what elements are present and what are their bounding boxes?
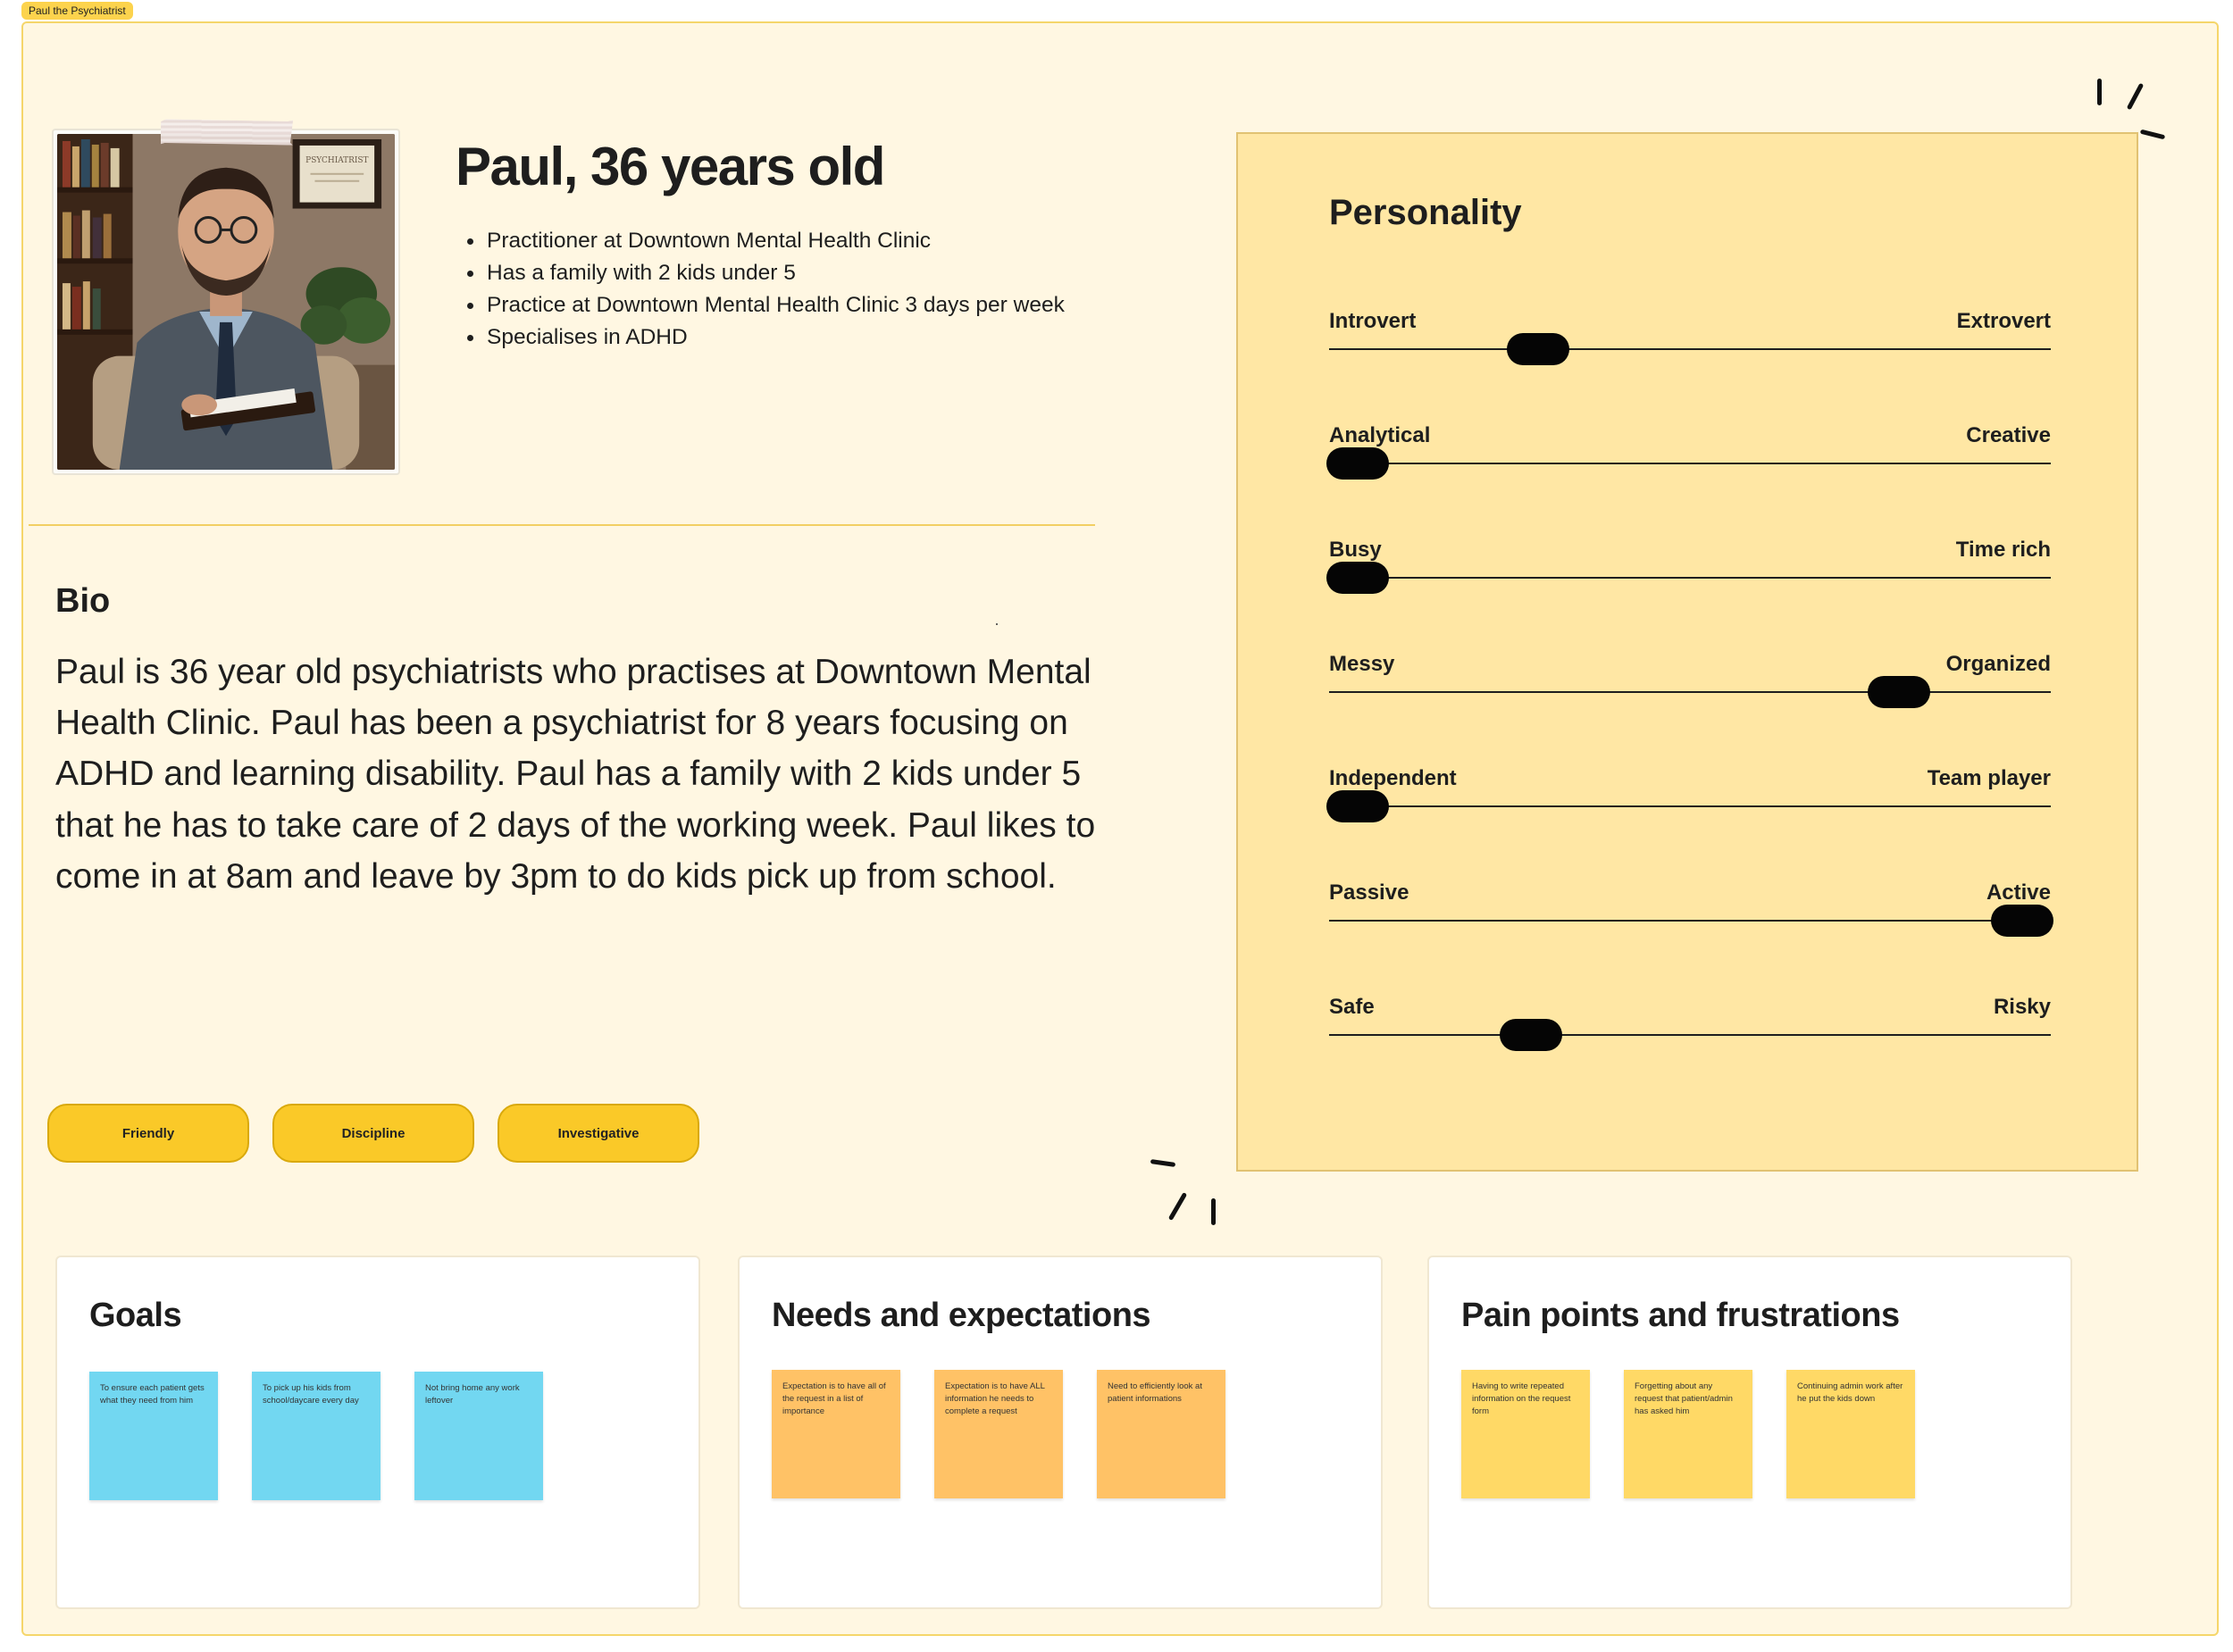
personality-title: Personality	[1329, 193, 1522, 232]
profile-photo-card	[52, 129, 400, 475]
slider-knob[interactable]	[1507, 333, 1569, 365]
bio-heading: Bio	[55, 582, 111, 620]
goal-sticky-note[interactable]: To pick up his kids from school/daycare every day	[252, 1372, 381, 1500]
slider-left-label: Passive	[1329, 880, 1409, 905]
slider-right-label: Time rich	[1955, 538, 2051, 562]
svg-text:PSYCHIATRIST: PSYCHIATRIST	[305, 155, 369, 165]
fact-item: Has a family with 2 kids under 5	[487, 257, 1065, 289]
slider-knob[interactable]	[1326, 447, 1389, 480]
slider-right-label: Risky	[1993, 995, 2051, 1019]
personality-card[interactable]	[1236, 132, 2138, 1172]
slider-track[interactable]	[1329, 463, 2051, 464]
slider-left-label: Busy	[1329, 538, 1382, 562]
slider-left-label: Messy	[1329, 652, 1395, 676]
pain-sticky-note[interactable]: Continuing admin work after he put the kids down	[1786, 1370, 1915, 1498]
slider-right-label: Creative	[1966, 423, 2051, 447]
slider-left-label: Independent	[1329, 766, 1457, 790]
slider-left-label: Introvert	[1329, 309, 1417, 333]
goal-sticky-note[interactable]: To ensure each patient gets what they need from him	[89, 1372, 218, 1500]
fact-item: Practitioner at Downtown Mental Health Clinic	[487, 225, 1065, 257]
slider-right-label: Team player	[1927, 766, 2051, 790]
washi-tape-icon	[161, 119, 293, 145]
need-sticky-note[interactable]: Need to efficiently look at patient informations	[1097, 1370, 1225, 1498]
persona-title: Paul, 36 years old	[456, 137, 884, 196]
slider-track[interactable]	[1329, 348, 2051, 350]
slider-right-label: Organized	[1945, 652, 2051, 676]
goals-title: Goals	[89, 1297, 182, 1334]
persona-facts	[487, 225, 1065, 354]
personality-slider[interactable]	[1329, 880, 2051, 934]
pain-points-card[interactable]	[1427, 1256, 2072, 1609]
need-sticky-note[interactable]: Expectation is to have ALL information he needs to complete a request	[934, 1370, 1063, 1498]
pain-points-title: Pain points and frustrations	[1461, 1297, 1900, 1334]
slider-knob[interactable]	[1991, 905, 2053, 937]
slider-right-label: Active	[1986, 880, 2051, 905]
personality-slider[interactable]	[1329, 538, 2051, 591]
slider-track[interactable]	[1329, 920, 2051, 922]
slider-right-label: Extrovert	[1956, 309, 2051, 333]
frame-label[interactable]: Paul the Psychiatrist	[21, 2, 133, 20]
slider-knob[interactable]	[1326, 562, 1389, 594]
slider-track[interactable]	[1329, 1034, 2051, 1036]
section-divider	[29, 524, 1095, 526]
goal-sticky-note[interactable]: Not bring home any work leftover	[414, 1372, 543, 1500]
slider-left-label: Safe	[1329, 995, 1375, 1019]
personality-slider[interactable]	[1329, 423, 2051, 477]
personality-slider[interactable]	[1329, 652, 2051, 705]
personality-slider[interactable]	[1329, 309, 2051, 363]
personality-slider[interactable]	[1329, 995, 2051, 1048]
need-sticky-note[interactable]: Expectation is to have all of the request in a list of importance	[772, 1370, 900, 1498]
fact-item: Specialises in ADHD	[487, 321, 1065, 354]
speck-mark	[996, 623, 998, 625]
pain-sticky-note[interactable]: Having to write repeated information on the request form	[1461, 1370, 1590, 1498]
slider-left-label: Analytical	[1329, 423, 1431, 447]
fact-item: Practice at Downtown Mental Health Clinic 3 days per week	[487, 289, 1065, 321]
trait-tag-friendly[interactable]: Friendly	[47, 1104, 249, 1163]
goals-card[interactable]	[55, 1256, 700, 1609]
bio-text: Paul is 36 year old psychiatrists who practises at Downtown Mental Health Clinic. Paul has been a psychiatrist for 8 years focusing on ADHD and learning disability. Paul has a family with 2 kids under 5 that he has to take care of 2 days of the working week. Paul likes to come in at 8am and leave by 3pm to do kids pick up from school.	[55, 653, 1096, 896]
slider-track[interactable]	[1329, 805, 2051, 807]
sparkle-mark-icon	[1211, 1198, 1216, 1225]
sparkle-mark-icon	[2097, 79, 2102, 105]
slider-track[interactable]	[1329, 577, 2051, 579]
pain-sticky-note[interactable]: Forgetting about any request that patient/admin has asked him	[1624, 1370, 1752, 1498]
slider-knob[interactable]	[1326, 790, 1389, 822]
needs-card[interactable]	[738, 1256, 1383, 1609]
needs-title: Needs and expectations	[772, 1297, 1151, 1334]
profile-photo	[57, 134, 395, 470]
slider-track[interactable]	[1329, 691, 2051, 693]
trait-tag-investigative[interactable]: Investigative	[498, 1104, 699, 1163]
personality-slider[interactable]	[1329, 766, 2051, 820]
trait-tag-discipline[interactable]: Discipline	[272, 1104, 474, 1163]
slider-knob[interactable]	[1500, 1019, 1562, 1051]
slider-knob[interactable]	[1868, 676, 1930, 708]
